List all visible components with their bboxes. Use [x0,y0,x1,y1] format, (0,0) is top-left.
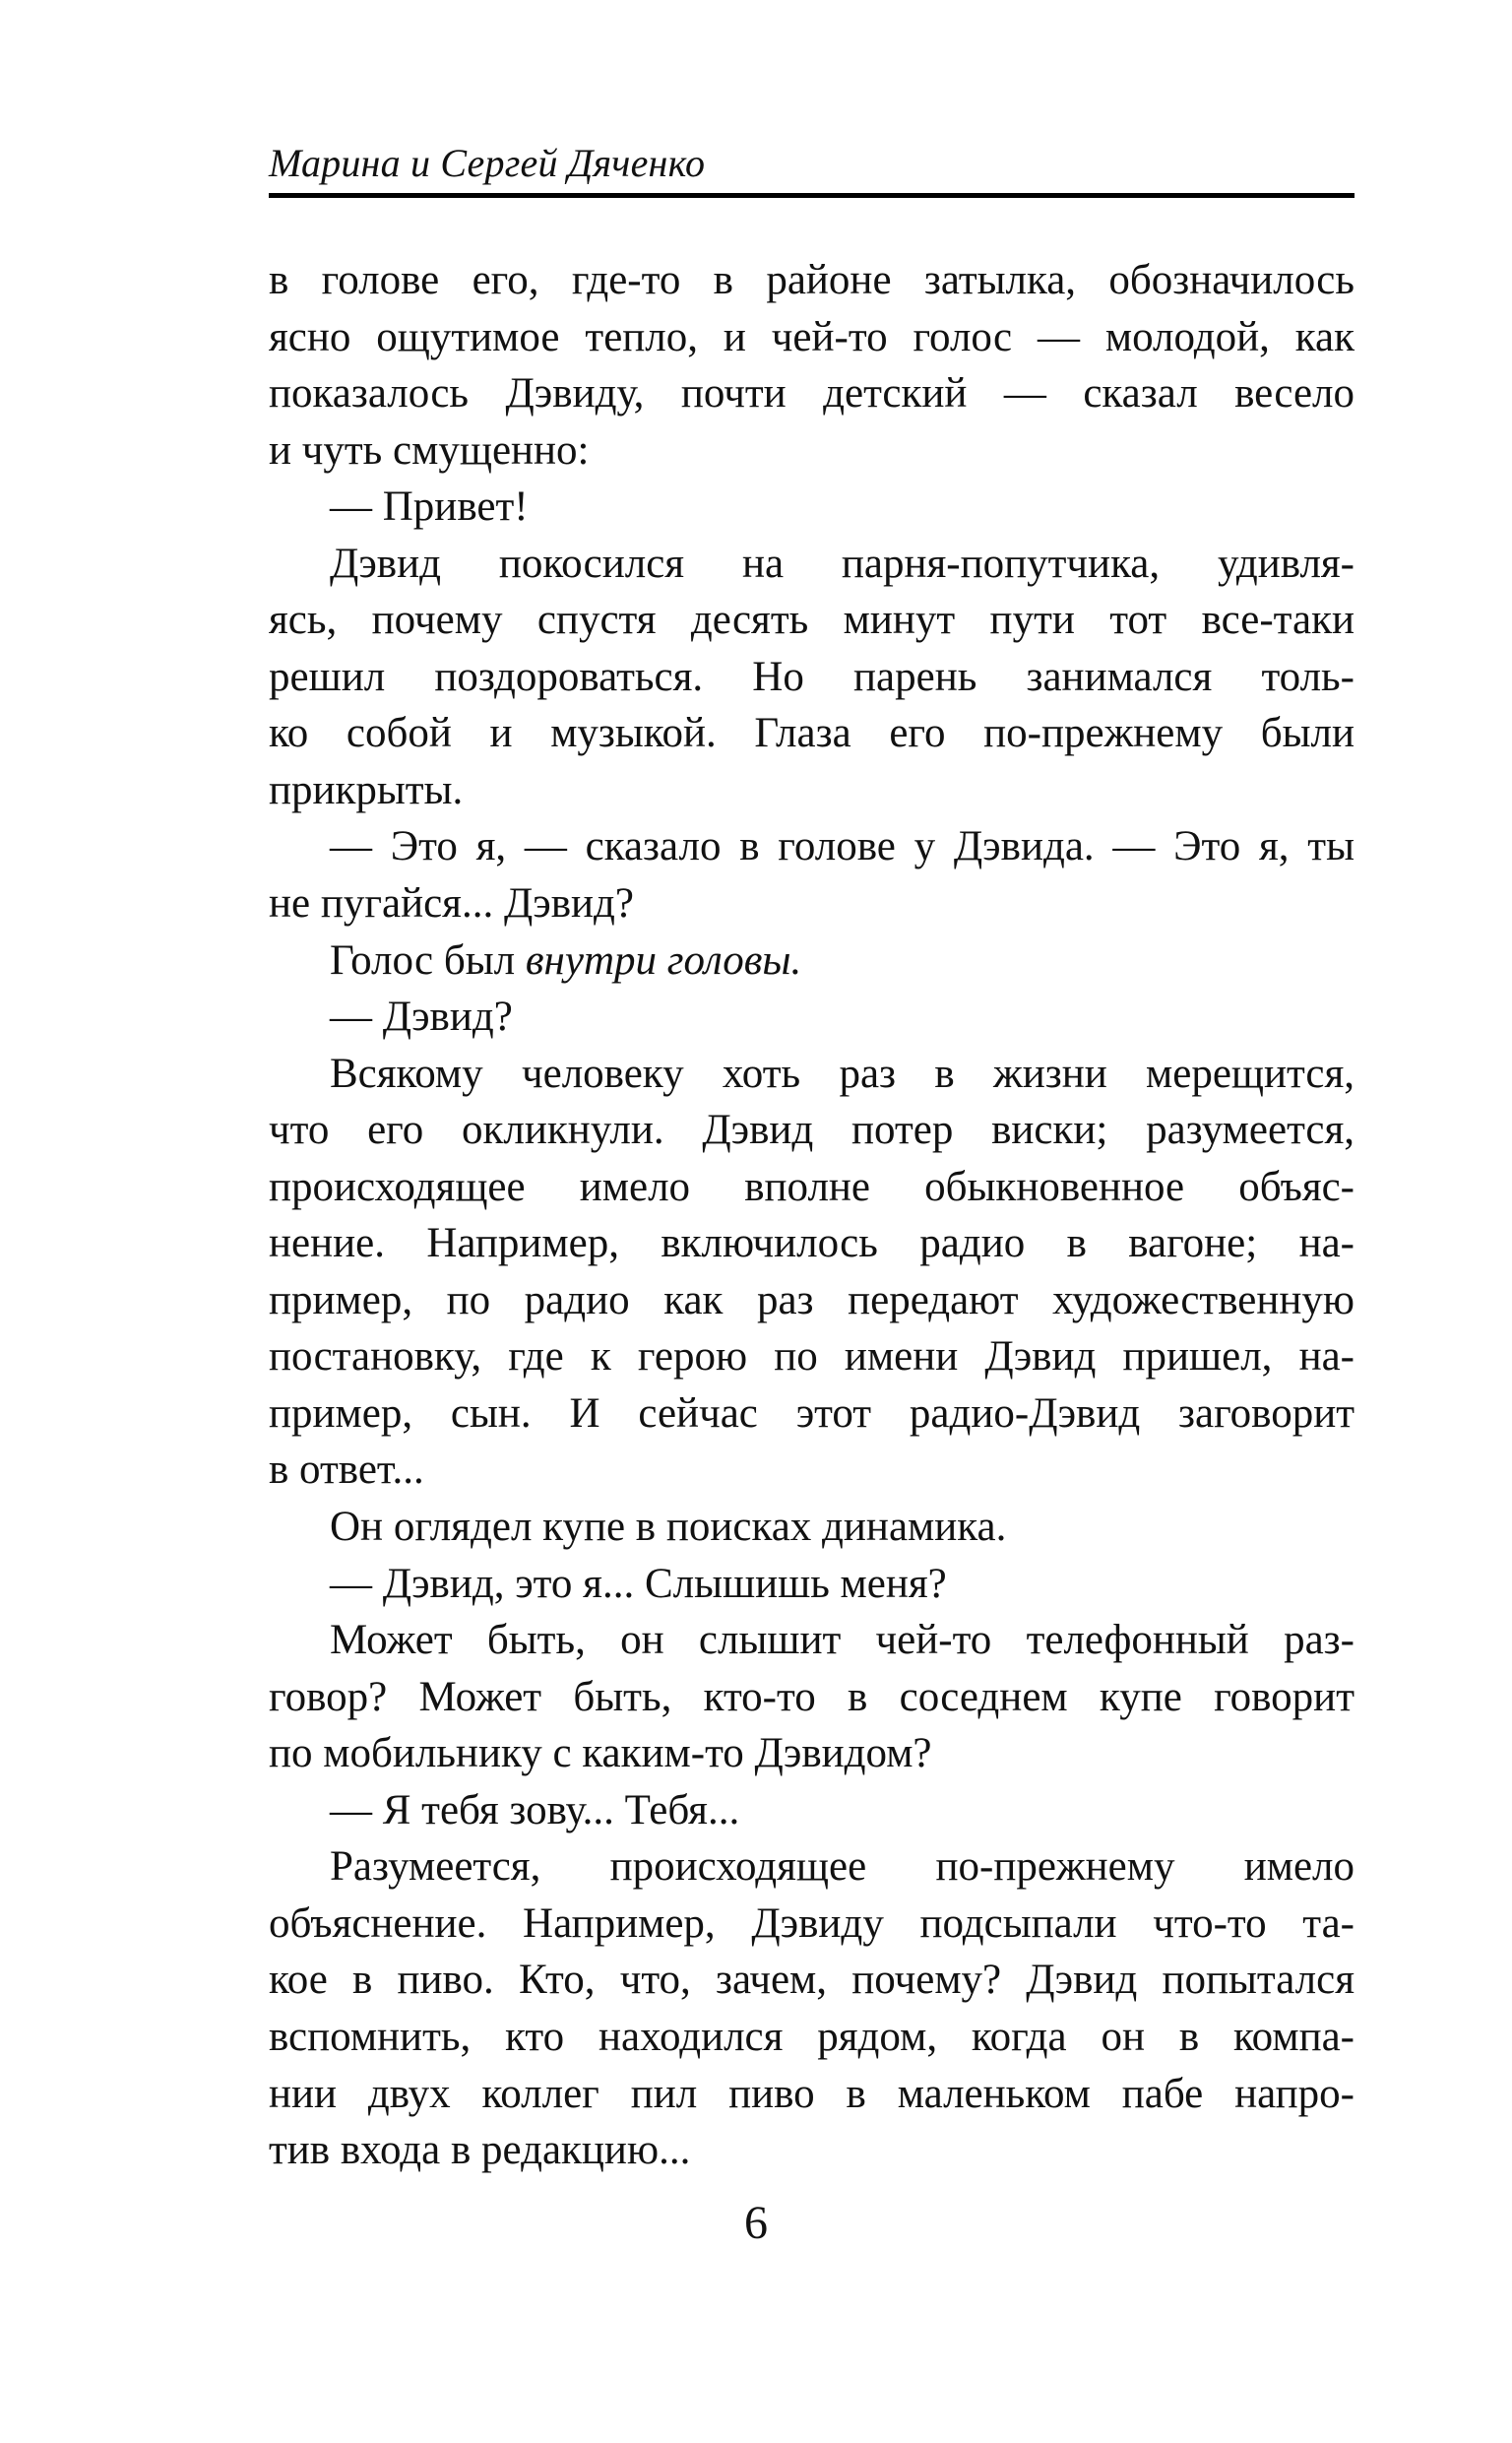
text-line-content: — Дэвид, это я... Слышишь меня? [330,1560,947,1607]
text-line-content: Он оглядел купе в поисках динамика. [330,1504,1007,1551]
text-line [269,1669,1354,1726]
text-line [269,422,1354,480]
text-line-content: Может быть, он слышит чей-то телефонный раз- [330,1617,1354,1664]
text-line-content: вспомнить, кто находился рядом, когда он в компа- [269,2013,1354,2060]
text-line-content: нение. Например, включилось радио в вагоне; на- [269,1220,1354,1267]
text-line-content: прикрыты. [269,766,464,813]
text-line [269,1385,1354,1443]
text-line-content: нии двух коллег пил пиво в маленьком пабе напро- [269,2070,1354,2117]
text-line [269,1612,1354,1669]
running-title: Марина и Сергей Дяченко [269,141,706,185]
header-rule [269,193,1354,198]
text-line-content: Разумеется, происходящее по-прежнему имело [330,1843,1354,1891]
text-line [269,1838,1354,1896]
text-line [269,365,1354,422]
text-line [269,1328,1354,1385]
text-line [269,592,1354,649]
text-line-content: — Я тебя зову... Тебя... [330,1786,740,1833]
text-line-content: — Дэвид? [330,994,513,1041]
body-text [269,252,1354,2179]
text-line [269,705,1354,762]
text-line [269,1952,1354,2009]
text-line [269,1896,1354,1953]
text-line [269,536,1354,593]
text-line [269,989,1354,1046]
text-line-content: ясь, почему спустя десять минут пути тот все-таки [269,597,1354,644]
italic-emphasis: внутри головы. [525,936,802,984]
text-line [269,479,1354,536]
text-line-content: говор? Может быть, кто-то в соседнем купе говорит [269,1673,1354,1720]
text-line-content: постановку, где к герою по имени Дэвид пришел, на- [269,1333,1354,1381]
text-line-content: что его окликнули. Дэвид потер виски; разумеется, [269,1107,1354,1154]
text-line [269,1272,1354,1329]
text-line [269,1215,1354,1272]
text-line [269,1442,1354,1499]
text-line [269,252,1354,309]
text-line-content: по мобильнику с каким-то Дэвидом? [269,1730,932,1777]
text-line-content: и чуть смущенно: [269,426,590,474]
text-line [269,818,1354,875]
text-line-content: пример, по радио как раз передают художественную [269,1276,1354,1323]
text-line-content: ясно ощутимое тепло, и чей-то голос — молодой, как [269,313,1354,360]
text-line [269,1046,1354,1103]
text-line [269,1102,1354,1159]
text-line [269,309,1354,366]
running-head [269,138,1352,197]
text-line [269,1782,1354,1839]
text-line-content: в ответ... [269,1447,424,1494]
text-line [269,2122,1354,2179]
text-line-content: кое в пиво. Кто, что, зачем, почему? Дэвид попытался [269,1957,1354,2004]
text-line [269,649,1354,706]
text-line [269,1499,1354,1556]
text-line [269,1159,1354,1216]
text-line [269,2066,1354,2123]
page-number: 6 [744,2197,768,2249]
text-line [269,1725,1354,1782]
text-line-content: — Это я, — сказало в голове у Дэвида. — Это я, ты [330,823,1354,870]
text-line-content: Голос был [330,936,526,984]
text-line-content: пример, сын. И сейчас этот радио-Дэвид заговорит [269,1389,1354,1437]
text-line [269,932,1354,990]
text-line-content: ко собой и музыкой. Глаза его по-прежнему были [269,710,1354,757]
text-line-content: в голове его, где-то в районе затылка, обозначилось [269,257,1354,303]
text-line-content: Всякому человеку хоть раз в жизни мерещится, [330,1050,1354,1097]
text-line-content: не пугайся... Дэвид? [269,880,635,928]
text-line [269,762,1354,819]
text-line [269,1556,1354,1613]
text-line-content: Дэвид покосился на парня-попутчика, удивля- [330,540,1354,587]
text-line-content: показалось Дэвиду, почти детский — сказал весело [269,370,1354,418]
text-line [269,2009,1354,2066]
text-line [269,875,1354,932]
text-line-content: — Привет! [330,483,529,531]
text-line-content: тив входа в редакцию... [269,2127,691,2174]
text-line-content: происходящее имело вполне обыкновенное объяс- [269,1163,1354,1210]
text-line-content: объяснение. Например, Дэвиду подсыпали что-то та- [269,1899,1354,1947]
text-line-content: решил поздороваться. Но парень занимался толь- [269,653,1354,700]
